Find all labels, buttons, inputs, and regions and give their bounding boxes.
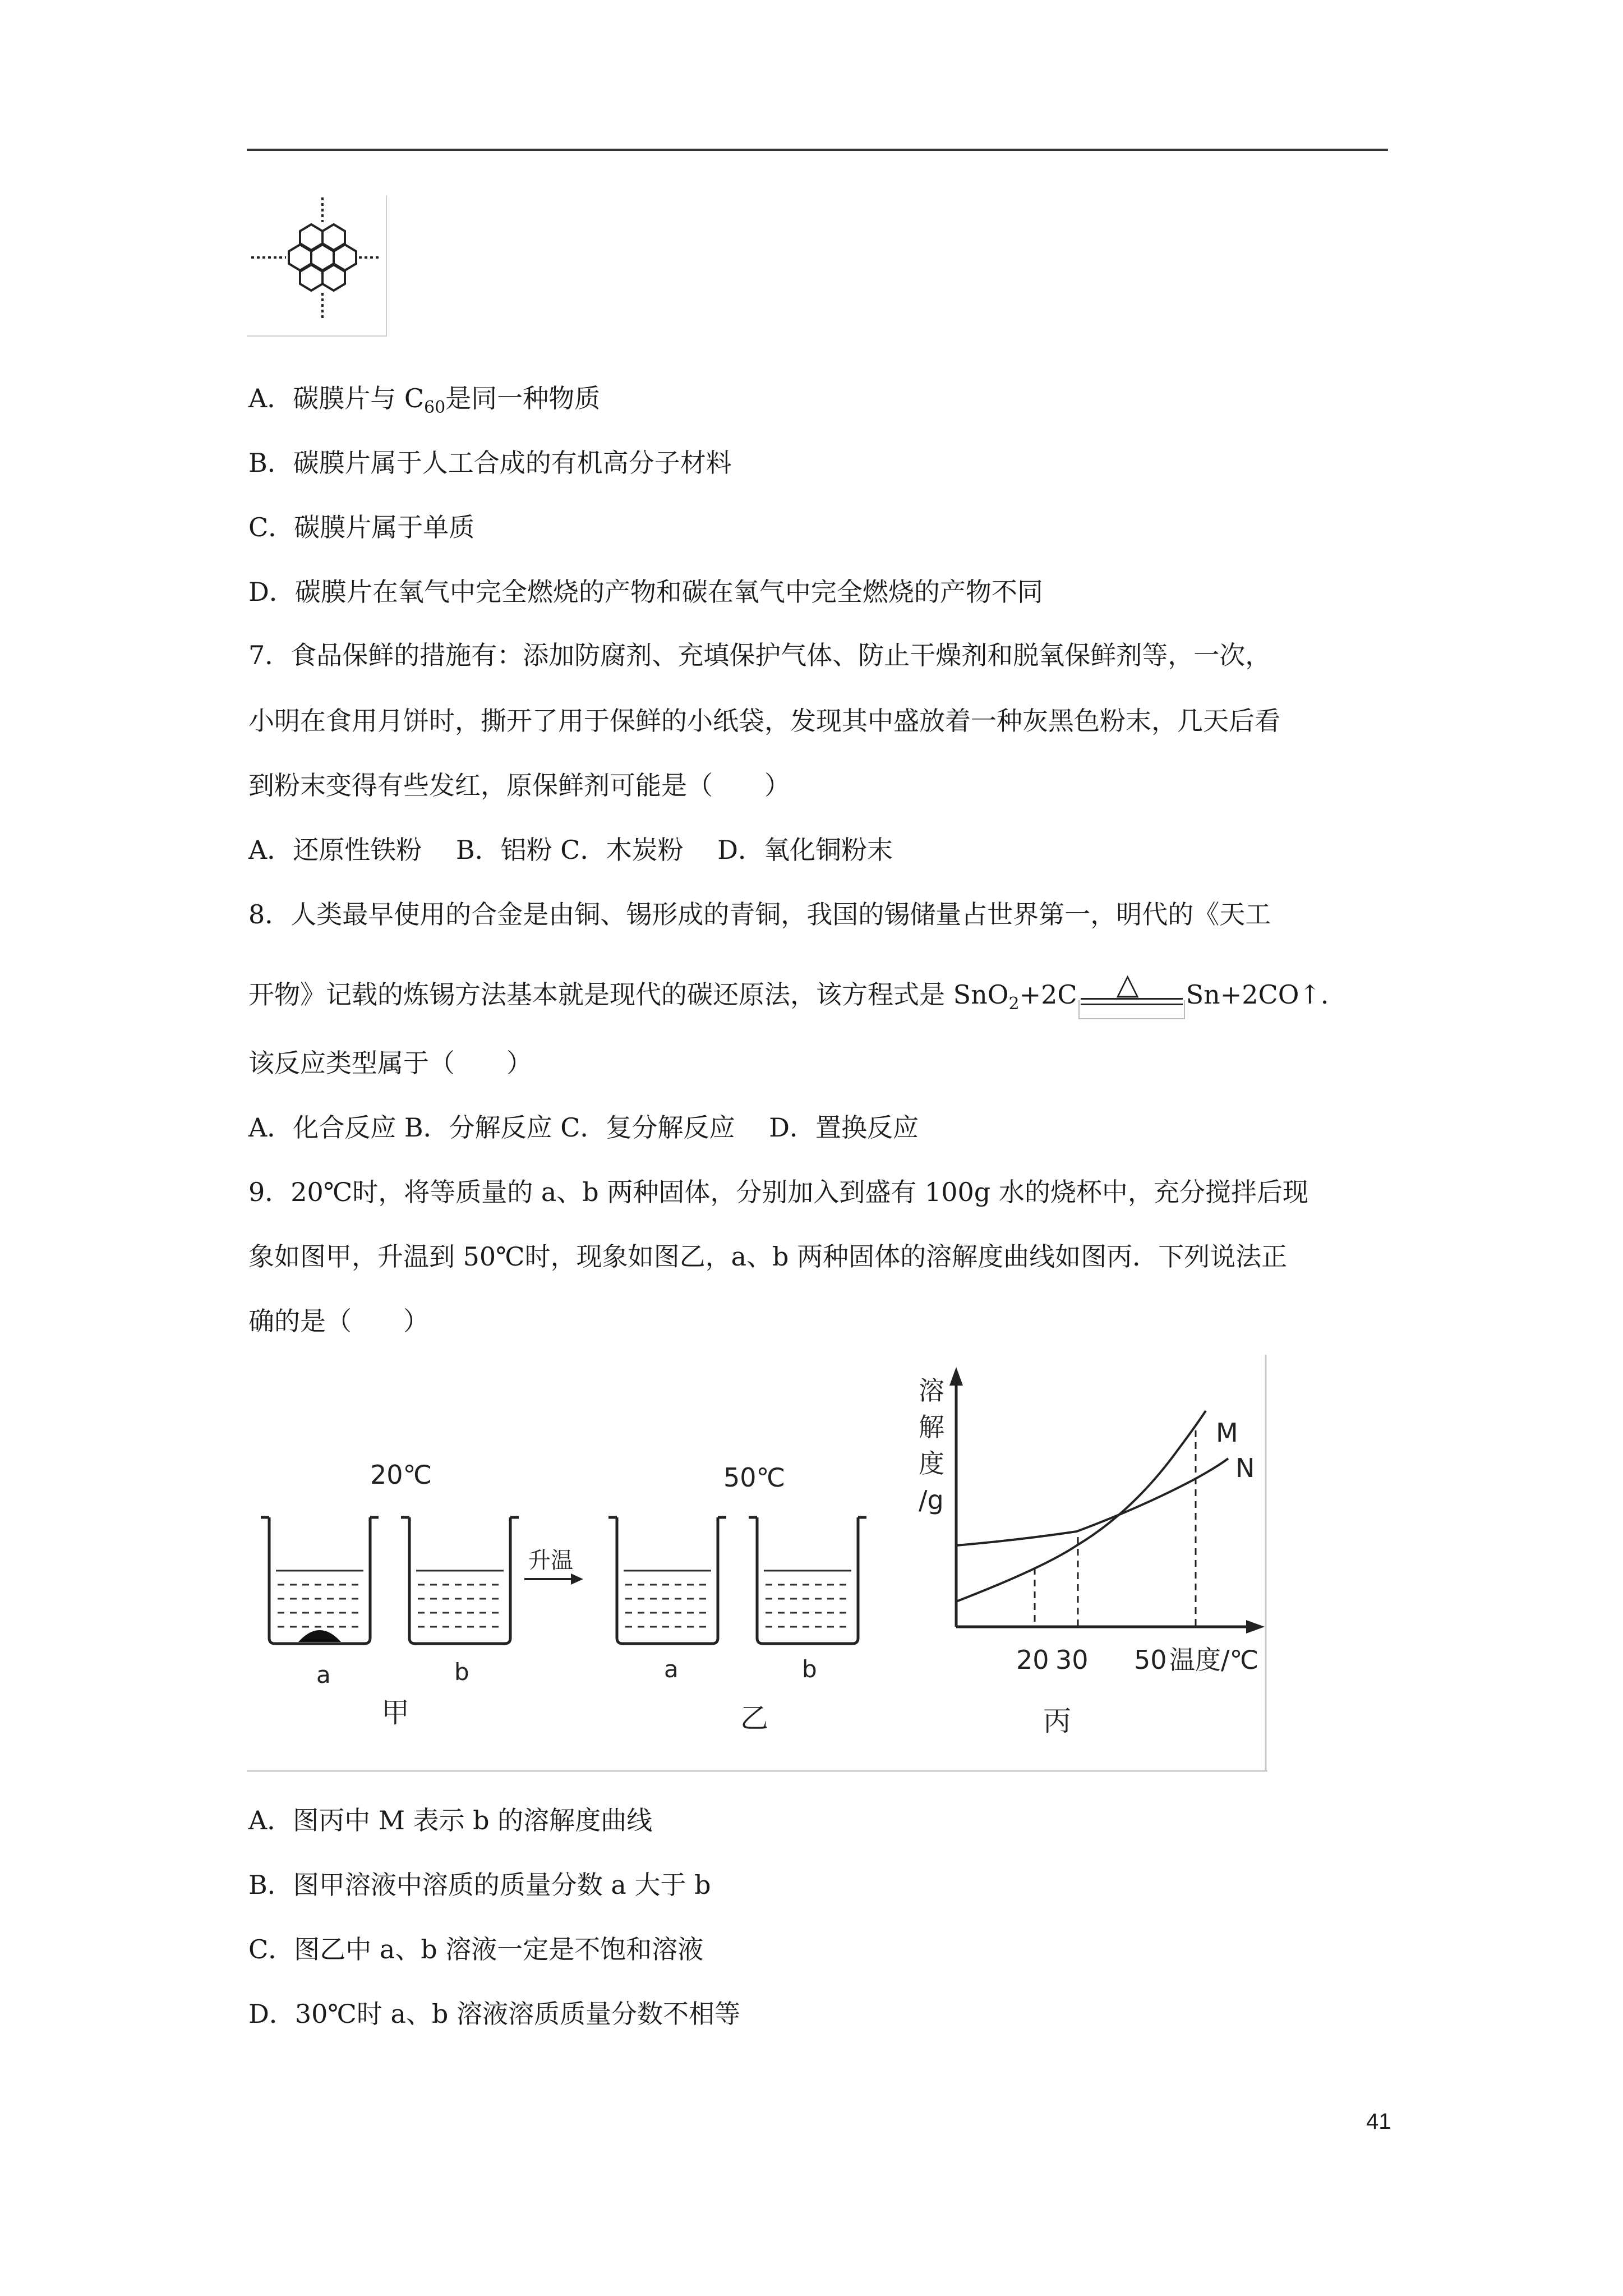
curve-label-n: N [1235, 1453, 1255, 1483]
q7-stem-line2: 小明在食用月饼时，撕开了用于保鲜的小纸袋，发现其中盛放着一种灰黑色粉末，几天后看 [248, 706, 1280, 736]
curve-label-m: M [1216, 1418, 1238, 1448]
beaker-jia-b-water [416, 1571, 504, 1627]
beaker-yi-b-water [764, 1571, 851, 1627]
q6-option-d: D．碳膜片在氧气中完全燃烧的产物和碳在氧气中完全燃烧的产物不同 [248, 577, 1043, 607]
solubility-chart [919, 1367, 1265, 1675]
q9-stem-line2: 象如图甲，升温到 50℃时，现象如图乙，a、b 两种固体的溶解度曲线如图丙．下列说法正 [248, 1241, 1288, 1272]
undissolved-solid-a [298, 1630, 341, 1642]
beaker-yi-a-water [624, 1571, 711, 1627]
q7-stem-line3: 到粉末变得有些发红，原保鲜剂可能是（ ） [248, 770, 790, 800]
q6-option-c: C．碳膜片属于单质 [248, 512, 475, 542]
figure-label-yi: 乙 [740, 1702, 768, 1734]
figure-label-jia: 甲 [381, 1696, 409, 1729]
q6-option-a: A．碳膜片与 $C_{60}$是同一种物质 [248, 383, 601, 417]
y-label-char-3: 度 [919, 1448, 944, 1479]
beaker-label-a-jia: a [316, 1661, 331, 1688]
q7-options: A．还原性铁粉 B．铝粉 C．木炭粉 D．氧化铜粉末 [248, 835, 893, 865]
beaker-jia-a-water [276, 1571, 363, 1627]
beaker-yi-a [608, 1517, 726, 1644]
q9-option-a: A．图丙中 M 表示 b 的溶解度曲线 [248, 1805, 653, 1835]
x-tick-30: 30 [1055, 1645, 1089, 1675]
q8-stem-line3: 该反应类型属于（ ） [248, 1048, 532, 1078]
page-number: 41 [1366, 2109, 1391, 2134]
header-rule [247, 149, 1388, 151]
beaker-yi-b [749, 1517, 866, 1644]
q9-figure [247, 1355, 1267, 1773]
hexagon-lattice-diagram [247, 195, 387, 337]
q8-stem-line2: 开物》记载的炼锡方法基本就是现代的碳还原法，该方程式是 SnO$_2$+2C △ Sn+2CO↑． [248, 969, 1347, 1020]
beaker-label-a-yi: a [664, 1655, 679, 1683]
curve-n [956, 1458, 1228, 1545]
q8-options: A．化合反应 B．分解反应 C．复分解反应 D．置换反应 [248, 1112, 919, 1143]
q7-stem-line1: 7．食品保鲜的措施有：添加防腐剂、充填保护气体、防止干燥剂和脱氧保鲜剂等，一次， [248, 640, 1271, 670]
beaker-label-b-jia: b [454, 1658, 469, 1686]
heat-up-label: 升温 [528, 1548, 573, 1573]
q9-option-b: B．图甲溶液中溶质的质量分数 a 大于 b [248, 1870, 711, 1900]
beaker-jia-a [261, 1517, 379, 1644]
y-label-char-1: 溶 [919, 1375, 944, 1406]
beaker-jia-b [401, 1517, 519, 1644]
q9-option-c: C．图乙中 a、b 溶液一定是不饱和溶液 [248, 1934, 704, 1964]
temp-label-yi: 50℃ [723, 1462, 786, 1493]
q9-option-d: D．30℃时 a、b 溶液溶质质量分数不相等 [248, 1999, 740, 2029]
heat-triangle-icon: △ [1116, 968, 1139, 1001]
temp-label-jia: 20℃ [370, 1460, 432, 1490]
y-label-char-4: /g [919, 1485, 944, 1515]
x-tick-50: 50 [1134, 1645, 1167, 1675]
q6-option-b: B．碳膜片属于人工合成的有机高分子材料 [248, 448, 732, 478]
q9-stem-line1: 9．20℃时，将等质量的 a、b 两种固体，分别加入到盛有 100g 水的烧杯中，充分搅拌后现 [248, 1177, 1308, 1207]
beaker-label-b-yi: b [802, 1655, 817, 1683]
y-label-char-2: 解 [919, 1412, 944, 1442]
x-axis-label: 温度/℃ [1169, 1645, 1259, 1675]
reaction-condition-heat [1078, 969, 1185, 1020]
carbon-film-structure-figure [247, 195, 387, 337]
curve-m [956, 1411, 1206, 1602]
q9-stem-line3: 确的是（ ） [248, 1306, 429, 1336]
q8-stem-line1: 8．人类最早使用的合金是由铜、锡形成的青铜，我国的锡储量占世界第一，明代的《天工 [248, 899, 1271, 930]
x-tick-20: 20 [1016, 1645, 1049, 1675]
figure-label-bing: 丙 [1043, 1705, 1071, 1737]
